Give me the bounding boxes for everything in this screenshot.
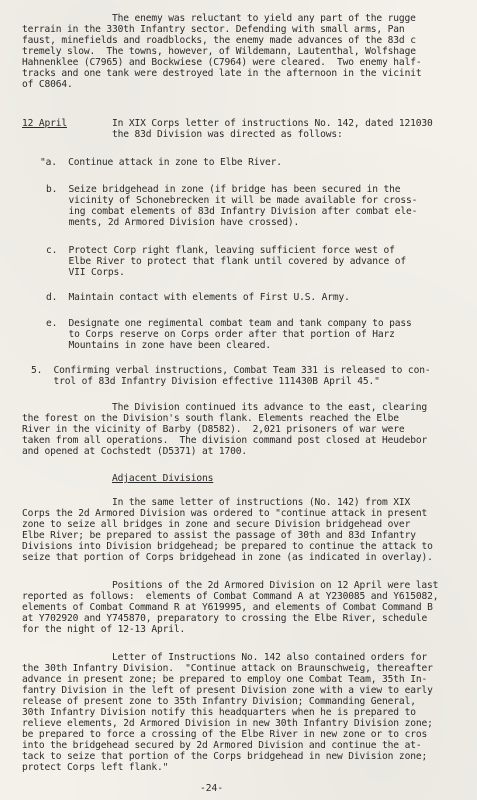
text-line: be prepared to force a crossing of the Elbe River in new zone or to cros (22, 729, 428, 740)
list-item: d. Maintain contact with elements of First U.S. Army. (46, 292, 350, 303)
text-line: relieve elements, 2d Armored Division in new 30th Infantry Division zone; (22, 718, 433, 729)
list-item: b. Seize bridgehead in zone (if bridge has been secured in the (46, 184, 401, 195)
text-line: tremely slow. The towns, however, of Wildemann, Lautenthal, Wolfshage (22, 46, 416, 57)
text-line: The enemy was reluctant to yield any part of the rugge (112, 13, 416, 24)
text-line: the 83d Division was directed as follows: (112, 129, 343, 140)
text-line: The Division continued its advance to the east, clearing (112, 402, 428, 413)
text-line: 30th Infantry Division notify this headquarters when he is prepared to (22, 707, 416, 718)
text-line: for the night of 12-13 April. (22, 624, 186, 635)
text-line: into the bridgehead secured by 2d Armored Division and continue the at- (22, 740, 422, 751)
text-line: elements of Combat Command R at Y619995, and elements of Combat Command B (22, 602, 433, 613)
list-item: c. Protect Corp right flank, leaving sufficient force west of (46, 245, 395, 256)
list-item: Mountains in zone have been cleared. (46, 340, 272, 351)
text-line: protect Corps left flank." (22, 762, 169, 773)
list-item: ments, 2d Armored Division have crossed). (46, 217, 300, 228)
text-line: Divisions into Division bridgehead; be prepared to continue the attack to (22, 541, 433, 552)
text-line: of C8064. (22, 79, 73, 90)
text-line: tack to seize that portion of the Corps bridgehead in new Division zone; (22, 751, 428, 762)
text-line: River in the vicinity of Barby (D8582). 2,021 prisoners of war were (22, 424, 405, 435)
text-line: advance in present zone; be prepared to employ one Combat Team, 35th In- (22, 674, 428, 685)
list-item: vicinity of Schonebrecken it will be made available for cross- (46, 195, 418, 206)
text-line: Positions of the 2d Armored Division on 12 April were last (112, 580, 439, 591)
text-line: at Y702920 and Y745870, preparatory to crossing the Elbe River, schedule (22, 613, 428, 624)
text-line: terrain in the 330th Infantry sector. Defending with small arms, Pan (22, 24, 405, 35)
text-line: zone to seize all bridges in zone and secure Division bridgehead over (22, 519, 411, 530)
list-item: 5. Confirming verbal instructions, Combat Team 331 is released to con- (31, 365, 431, 376)
text-line: Letter of Instructions No. 142 also contained orders for (112, 652, 428, 663)
text-line: release of present zone to 35th Infantry Division; Commanding General, (22, 696, 416, 707)
text-line: and opened at Cochstedt (D5371) at 1700. (22, 446, 248, 457)
list-item: e. Designate one regimental combat team and tank company to pass (46, 318, 412, 329)
text-line: fantry Division in the left of present Division zone with a view to early (22, 685, 433, 696)
list-item: Elbe River to protect that flank until covered by advance of (46, 256, 407, 267)
list-item: to Corps reserve on Corps order after that portion of Harz (46, 329, 395, 340)
date-heading: 12 April (22, 118, 68, 129)
text-line: Hahnenklee (C7965) and Bockwiese (C7964) were cleared. Two enemy half- (22, 57, 422, 68)
text-line: Elbe River; be prepared to assist the passage of 30th and 83d Infantry (22, 530, 416, 541)
list-item: ing combat elements of 83d Infantry Division after combat ele- (46, 206, 418, 217)
text-line: taken from all operations. The division command post closed at Heudebor (22, 435, 428, 446)
text-line: reported as follows: elements of Combat Command A at Y230085 and Y615082, (22, 591, 439, 602)
text-line: tracks and one tank were destroyed late in the afternoon in the vicinit (22, 68, 422, 79)
list-item: trol of 83d Infantry Division effective 111430B April 45." (31, 376, 380, 387)
page-number: -24- (200, 783, 224, 794)
section-heading: Adjacent Divisions (112, 473, 214, 484)
text-line: Corps the 2d Armored Division was ordered to "continue attack in present (22, 508, 428, 519)
text-line: the 30th Infantry Division. "Continue attack on Braunschweig, thereafter (22, 663, 433, 674)
text-line: the forest on the Division's south flank. Elements reached the Elbe (22, 413, 399, 424)
text-line: In the same letter of instructions (No. 142) from XIX (112, 497, 411, 508)
list-item: VII Corps. (46, 267, 125, 278)
text-line: seize that portion of Corps bridgehead in zone (as indicated in overlay). (22, 552, 433, 563)
text-line: faust, minefields and roadblocks, the enemy made advances of the 83d c (22, 35, 416, 46)
text-line: In XIX Corps letter of instructions No. 142, dated 121030 (112, 118, 433, 129)
list-item: "a. Continue attack in zone to Elbe River. (40, 157, 282, 168)
